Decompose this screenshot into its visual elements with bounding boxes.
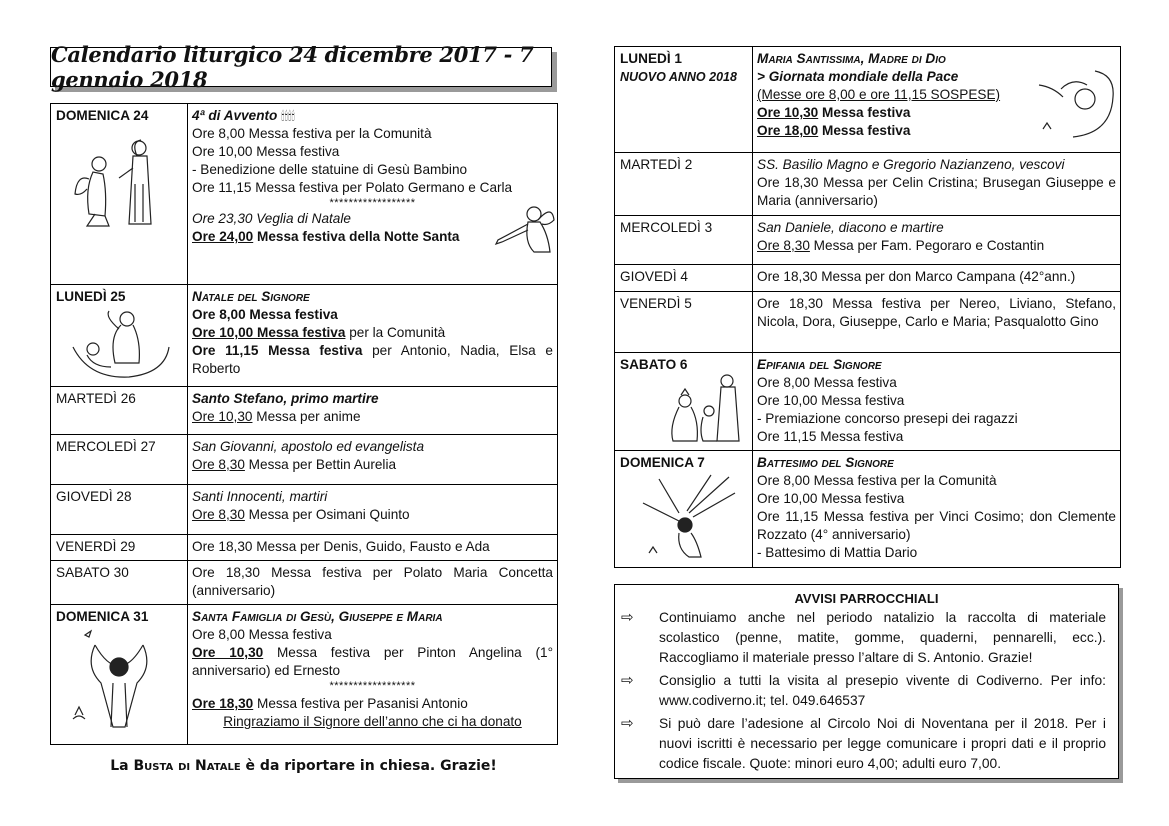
angel-trumpet-illustration (494, 198, 556, 256)
notices-heading: AVVISI PARROCCHIALI (794, 591, 939, 606)
mass-entry: Ore 18,30 Messa festiva per Nereo, Liviano, Stefano, Nicola, Dora, Giuseppe, Carlo e Maria; Pasqualotto Gino (757, 296, 1116, 329)
table-row (51, 435, 558, 485)
day-cell (615, 353, 753, 451)
day-cell (615, 292, 753, 353)
footer-note-text: è da riportare in chiesa. Grazie! (240, 758, 497, 774)
baptism-illustration (639, 473, 739, 563)
mass-description: Messa festiva (818, 105, 911, 120)
day-cell (51, 561, 188, 605)
day-cell (51, 485, 188, 535)
liturgy-heading: Santi Innocenti, martiri (192, 489, 328, 504)
vigil-entry: Ore 23,30 Veglia di Natale (192, 211, 351, 226)
mass-description: Messa per Osimani Quinto (244, 507, 410, 522)
events-cell (188, 485, 558, 535)
footer-note (50, 758, 557, 774)
events-cell (188, 104, 558, 285)
events-cell (753, 353, 1121, 451)
holy-family-illustration (65, 627, 175, 737)
table-row (51, 387, 558, 435)
events-cell (188, 535, 558, 561)
table-row (615, 153, 1121, 216)
liturgy-heading: Battesimo del Signore (757, 455, 894, 470)
arrow-right-icon: ⇨ (621, 715, 634, 732)
day-cell (51, 605, 188, 745)
day-sublabel: NUOVO ANNO 2018 (620, 70, 737, 84)
mass-entry: Ore 18,30 Messa per Denis, Guido, Fausto e Ada (192, 539, 490, 554)
events-cell (753, 216, 1121, 265)
baptism-note: - Battesimo di Mattia Dario (757, 545, 918, 560)
left-calendar-table (50, 103, 558, 745)
day-label: MERCOLEDÌ 3 (620, 220, 713, 235)
right-calendar-table (614, 46, 1121, 568)
liturgy-heading: 4ª di Avvento (192, 108, 278, 123)
arrow-right-icon: ⇨ (621, 609, 634, 626)
mass-time: Ore 18,30 (192, 696, 254, 711)
day-label: GIOVEDÌ 28 (56, 489, 132, 504)
mass-description: Messa festiva (818, 123, 911, 138)
mass-entry: Ore 10,00 Messa festiva (757, 491, 905, 506)
mass-entry: Ore 8,00 Messa festiva per la Comunità (192, 126, 432, 141)
mass-time: Ore 8,30 (757, 238, 810, 253)
table-row (615, 47, 1121, 153)
day-label: SABATO 6 (620, 357, 688, 372)
thanksgiving-note: Ringraziamo il Signore dell’anno che ci ha donato (223, 714, 522, 729)
day-cell (615, 47, 753, 153)
day-cell (51, 535, 188, 561)
liturgy-heading: Maria Santissima, Madre di Dio (757, 51, 946, 66)
day-label: DOMENICA 24 (56, 108, 149, 123)
parish-notices-box (614, 584, 1119, 779)
events-cell (188, 387, 558, 435)
notice-text: Si può dare l’adesione al Circolo Noi di Noventana per il 2018. Per i nuovi iscritti è necessario per legge comunicare i propri dati e il proprio codice fiscale. Quote: minori euro 4,00; adulti euro 7,00. (659, 716, 1106, 771)
day-cell (51, 387, 188, 435)
liturgy-heading: San Daniele, diacono e martire (757, 220, 944, 235)
mass-description: Messa festiva per Pinton Angelina (1° anniversario) ed Ernesto (192, 645, 554, 678)
liturgy-heading: San Giovanni, apostolo ed evangelista (192, 439, 425, 454)
table-row (51, 561, 558, 605)
notice-item (615, 671, 1118, 711)
table-row (615, 292, 1121, 353)
mass-entry: Ore 18,30 Messa per don Marco Campana (42°ann.) (757, 269, 1076, 284)
day-label: GIOVEDÌ 4 (620, 269, 688, 284)
mass-time: Ore 24,00 (192, 229, 254, 244)
day-label: LUNEDÌ 25 (56, 289, 126, 304)
mass-description: Messa per Bettin Aurelia (244, 457, 397, 472)
page-title: Calendario liturgico 24 dicembre 2017 - 7 gennaio 2018 (51, 42, 534, 92)
mass-time: Ore 10,00 Messa festiva (192, 325, 346, 340)
day-label: MARTEDÌ 26 (56, 391, 136, 406)
day-label: DOMENICA 7 (620, 455, 705, 470)
mass-entry: Ore 18,30 Messa festiva per Polato Maria Concetta (anniversario) (192, 565, 553, 598)
events-cell (753, 265, 1121, 292)
mass-entry: Ore 11,15 Messa festiva (757, 429, 904, 444)
mass-description: Messa festiva per Pasanisi Antonio (253, 696, 468, 711)
table-row (51, 485, 558, 535)
mass-time: Ore 8,30 (192, 457, 245, 472)
liturgy-heading: Natale del Signore (192, 289, 310, 304)
day-label: LUNEDÌ 1 (620, 51, 682, 66)
notice-text: Continuiamo anche nel periodo natalizio la raccolta di materiale scolastico (penne, matite, gomme, quaderni, pennarelli, ecc.). Raccogliamo il materiale presso l’altare di S. Antonio. Grazie! (659, 610, 1106, 665)
liturgy-subheading: > Giornata mondiale della Pace (757, 69, 959, 84)
mass-time: Ore 10,30 (757, 105, 819, 120)
day-label: VENERDÌ 29 (56, 539, 136, 554)
day-cell (615, 153, 753, 216)
table-row (51, 104, 558, 285)
table-row (615, 216, 1121, 265)
suspended-note: (Messe ore 8,00 e ore 11,15 SOSPESE) (757, 87, 1001, 102)
events-cell (753, 451, 1121, 568)
page-title-box (50, 42, 552, 92)
mass-entry: Ore 10,00 Messa festiva (757, 393, 905, 408)
day-label: DOMENICA 31 (56, 609, 149, 624)
events-cell (753, 47, 1121, 153)
day-label: MERCOLEDÌ 27 (56, 439, 156, 454)
table-row (51, 535, 558, 561)
mass-time: Ore 11,15 Messa festiva (192, 343, 363, 358)
separator-stars: ****************** (329, 197, 416, 209)
mass-description: per la Comunità (345, 325, 446, 340)
notice-text: Consiglio a tutti la visita al presepio vivente di Codiverno. Per info: www.codiverno.it; tel. 049.646537 (659, 673, 1106, 708)
table-row (615, 353, 1121, 451)
day-cell (615, 451, 753, 568)
blessing-note: - Benedizione delle statuine di Gesù Bambino (192, 162, 468, 177)
mass-description: Messa festiva della Notte Santa (253, 229, 460, 244)
mass-entry: Ore 11,15 Messa festiva per Vinci Cosimo; don Clemente Rozzato (4° anniversario) (757, 509, 1116, 542)
magi-illustration (655, 371, 745, 447)
mass-entry: Ore 8,00 Messa festiva (757, 375, 897, 390)
table-row (615, 265, 1121, 292)
day-cell (615, 265, 753, 292)
liturgy-heading: SS. Basilio Magno e Gregorio Nazianzeno, vescovi (757, 157, 1065, 172)
footer-note-text: La (110, 758, 134, 774)
annunciation-illustration (71, 134, 171, 234)
liturgy-heading: Epifania del Signore (757, 357, 882, 372)
events-cell (753, 153, 1121, 216)
table-row (615, 451, 1121, 568)
mass-entry: Ore 10,00 Messa festiva (192, 144, 340, 159)
award-note: - Premiazione concorso presepi dei ragazzi (757, 411, 1018, 426)
nativity-illustration (69, 307, 173, 381)
mass-entry: Ore 8,00 Messa festiva (192, 627, 332, 642)
day-cell (51, 104, 188, 285)
day-cell (51, 435, 188, 485)
events-cell (753, 292, 1121, 353)
events-cell (188, 435, 558, 485)
mass-entry: Ore 8,00 Messa festiva (192, 307, 338, 322)
separator-stars: ****************** (329, 680, 416, 692)
mother-child-illustration (1033, 67, 1117, 149)
mass-time: Ore 10,30 (192, 409, 253, 424)
mass-entry: Ore 8,00 Messa festiva per la Comunità (757, 473, 997, 488)
mass-time: Ore 18,00 (757, 123, 819, 138)
events-cell (188, 605, 558, 745)
footer-note-highlight: Busta di Natale (133, 758, 241, 774)
notice-item (615, 714, 1118, 774)
day-cell (51, 285, 188, 387)
events-cell (188, 561, 558, 605)
day-cell (615, 216, 753, 265)
mass-description: Messa per anime (252, 409, 361, 424)
day-label: SABATO 30 (56, 565, 129, 580)
day-label: MARTEDÌ 2 (620, 157, 693, 172)
day-label: VENERDÌ 5 (620, 296, 692, 311)
arrow-right-icon: ⇨ (621, 672, 634, 689)
mass-time: Ore 8,30 (192, 507, 245, 522)
candles-icon: 🕯🕯🕯🕯 (281, 109, 295, 123)
events-cell (188, 285, 558, 387)
mass-time: Ore 10,30 (192, 645, 264, 660)
liturgy-heading: Santo Stefano, primo martire (192, 391, 379, 406)
mass-entry: Ore 18,30 Messa per Celin Cristina; Brusegan Giuseppe e Maria (anniversario) (757, 175, 1116, 208)
liturgy-heading: Santa Famiglia di Gesù, Giuseppe e Maria (192, 609, 443, 624)
mass-description: per Antonio, Nadia, Elsa e Roberto (192, 343, 553, 376)
table-row (51, 285, 558, 387)
notice-item (615, 608, 1118, 668)
mass-description: Messa per Fam. Pegoraro e Costantin (809, 238, 1045, 253)
mass-entry: Ore 11,15 Messa festiva per Polato Germano e Carla (192, 180, 513, 195)
table-row (51, 605, 558, 745)
